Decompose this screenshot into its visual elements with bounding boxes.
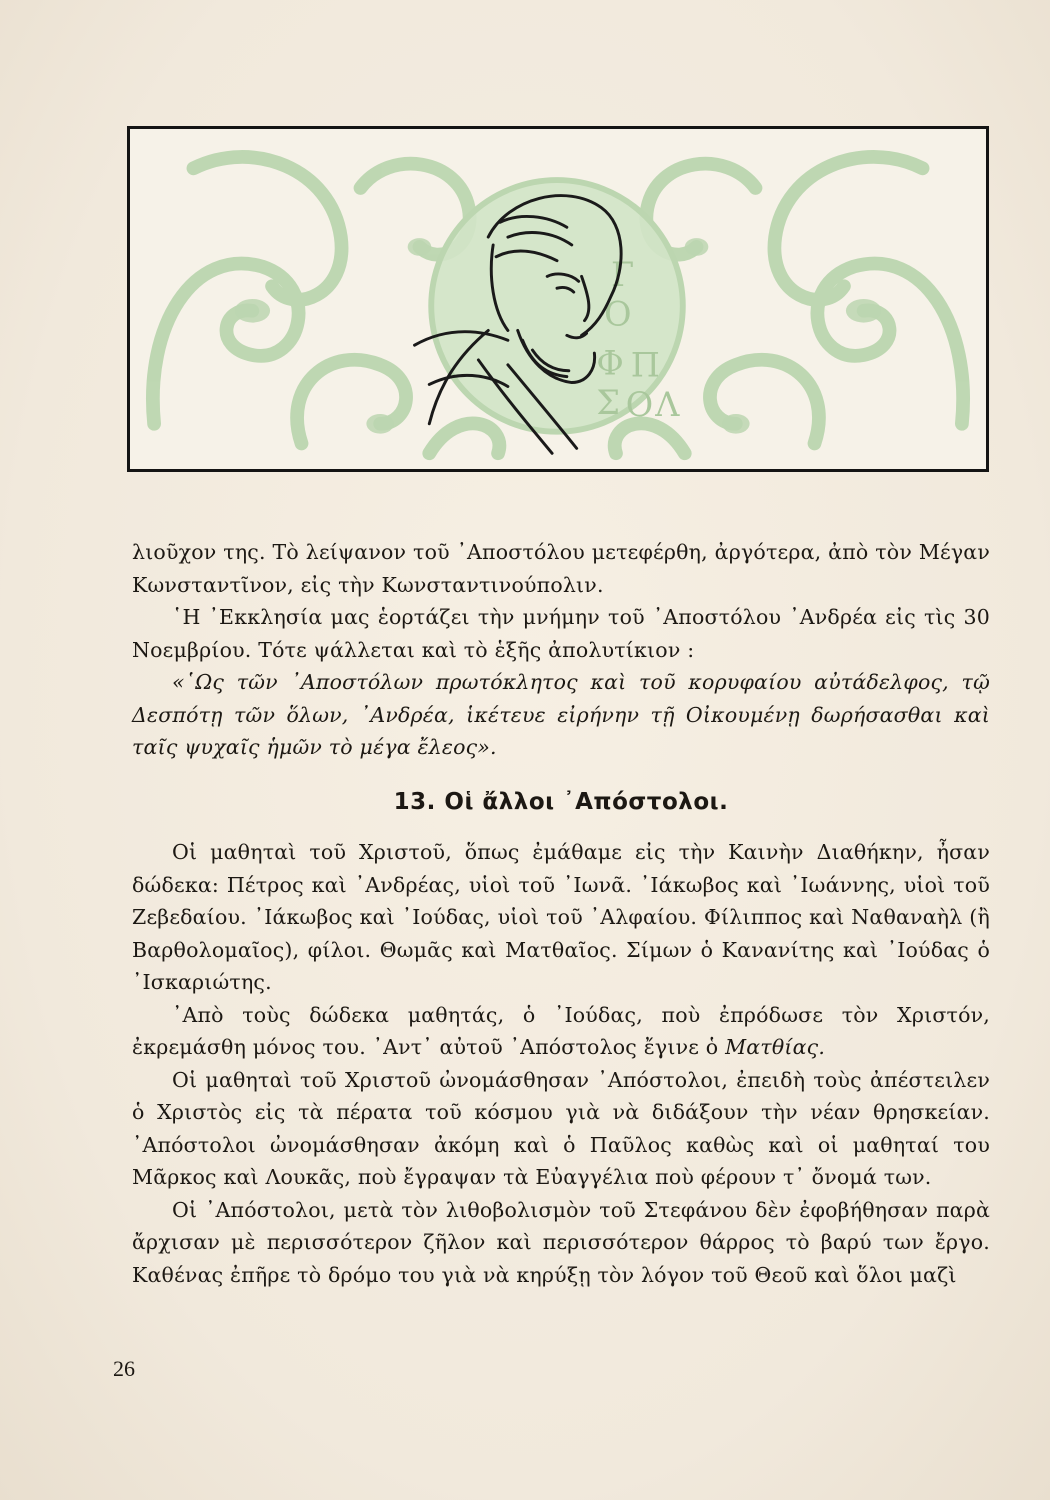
svg-text:Ο: Ο	[625, 384, 654, 424]
paragraph-apostles-name: Οἱ μαθηταὶ τοῦ Χριστοῦ ὠνομάσθησαν ᾿Απόστολοι, ἐπειδὴ τοὺς ἀπέστειλεν ὁ Χριστὸς εἰς τὰ πέρατα τοῦ κόσμου γιὰ νὰ διδάξουν τὴν νέαν θρησκείαν. ᾿Απόστολοι ὠνομάσθησαν ἀκόμη καὶ ὁ Παῦλος καθὼς καὶ οἱ μαθηταί του Μᾶρκος καὶ Λουκᾶς, ποὺ ἔγραψαν τὰ Εὐαγγέλια ποὺ φέρουν τ᾿ ὄνομά των.	[132, 1067, 990, 1189]
body-text	[132, 536, 990, 1291]
apostle-illustration	[127, 126, 989, 472]
paragraph-after-stephen: Οἱ ᾿Απόστολοι, μετὰ τὸν λιθοβολισμὸν τοῦ Στεφάνου δὲν ἐφοβήθησαν παρὰ ἄρχισαν μὲ περισσότερον ζῆλον καὶ περισσότερον θάρρος τὸ βαρύ των ἔργο. Καθένας ἐπῆρε τὸ δρόμο του γιὰ νὰ κηρύξῃ τὸν λόγον τοῦ Θεοῦ καὶ ὅλοι μαζὶ	[132, 1197, 990, 1287]
paragraph-feast-day: ῾Η ᾿Εκκλησία μας ἑορτάζει τὴν μνήμην τοῦ ᾿Αποστόλου ᾿Ανδρέα εἰς τὶς 30 Νοεμβρίου. Τότε ψάλλεται καὶ τὸ ἑξῆς ἀπολυτίκιον :	[132, 605, 990, 662]
paragraph-judas-matthias	[132, 999, 990, 1064]
apostle-portrait-image	[130, 129, 986, 469]
svg-text:Φ: Φ	[596, 343, 624, 383]
section-heading: 13. Οἱ ἄλλοι ᾿Απόστολοι.	[393, 788, 729, 815]
svg-text:Π: Π	[630, 345, 660, 385]
svg-text:Λ: Λ	[655, 384, 680, 424]
apolytikion-quote: «῾Ως τῶν ᾿Αποστόλων πρωτόκλητος καὶ τοῦ κορυφαίου αὐτάδελφος, τῷ Δεσπότῃ τῶν ὅλων, ᾿Ανδρέα, ἱκέτευε εἰρήνην τῇ Οἰκουμένῃ δωρήσασθαι καὶ ταῖς ψυχαῖς ἡμῶν τὸ μέγα ἔλεος».	[132, 670, 990, 759]
judas-text: ᾿Απὸ τοὺς δώδεκα μαθητάς, ὁ ᾿Ιούδας, ποὺ ἐπρόδωσε τὸν Χριστόν, ἐκρεμάσθη μόνος του. ᾿Αντ᾿ αὐτοῦ ᾿Απόστολος ἔγινε ὁ	[132, 1002, 990, 1059]
svg-text:Σ: Σ	[596, 382, 620, 422]
paragraph-twelve-disciples: Οἱ μαθηταὶ τοῦ Χριστοῦ, ὅπως ἐμάθαμε εἰς τὴν Καινὴν Διαθήκην, ἦσαν δώδεκα: Πέτρος καὶ ᾿Ανδρέας, υἱοὶ τοῦ ᾿Ιωνᾶ. ᾿Ιάκωβος καὶ ᾿Ιωάννης, υἱοὶ τοῦ Ζεβεδαίου. ᾿Ιάκωβος καὶ ᾿Ιούδας, υἱοὶ τοῦ ᾿Αλφαίου. Φίλιππος καὶ Ναθαναὴλ (ἢ Βαρθολομαῖος), φίλοι. Θωμᾶς καὶ Ματθαῖος. Σίμων ὁ Κανανίτης καὶ ᾿Ιούδας ὁ ᾿Ισκαριώτης.	[132, 840, 990, 994]
svg-text:Ο: Ο	[604, 294, 632, 334]
svg-text:Γ: Γ	[611, 255, 635, 295]
matthias-name: Ματθίας.	[725, 1035, 826, 1059]
paragraph-relics: λιοῦχον της. Τὸ λείψανον τοῦ ᾿Αποστόλου μετεφέρθη, ἀργότερα, ἀπὸ τὸν Μέγαν Κωνσταντῖνον, εἰς τὴν Κωνσταντινούπολιν.	[132, 540, 990, 597]
page-number: 26	[113, 1356, 135, 1381]
